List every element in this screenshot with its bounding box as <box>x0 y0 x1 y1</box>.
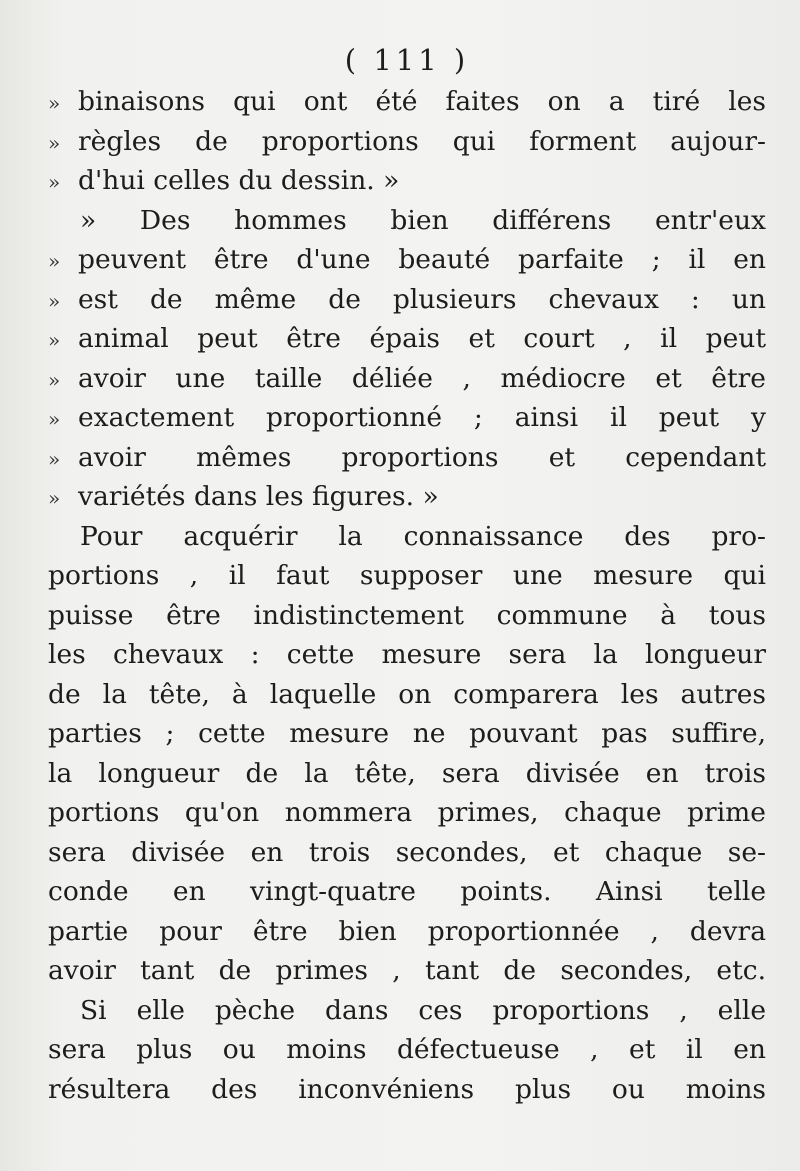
quote-mark: » <box>48 91 61 115</box>
line-text: variétés dans les figures. » <box>78 481 439 512</box>
quote-mark: » <box>48 446 61 471</box>
text-line <box>48 398 766 438</box>
line-text: partie pour être bien proportionnée , devra <box>48 915 766 947</box>
text-line <box>48 951 766 991</box>
line-text: résultera des inconvéniens plus ou moins <box>48 1073 766 1105</box>
text-line <box>48 161 766 201</box>
text-line <box>48 517 766 557</box>
quoted-passage <box>48 82 766 517</box>
quote-mark: » <box>48 130 61 155</box>
line-text: les chevaux : cette mesure sera la longueur <box>48 639 766 670</box>
line-text: conde en vingt-quatre points. Ainsi telle <box>48 876 766 907</box>
line-text: d'hui celles du dessin. » <box>78 165 400 196</box>
line-text: de la tête, à laquelle on comparera les autres <box>48 678 766 710</box>
text-line <box>48 477 766 517</box>
text-line <box>48 556 766 596</box>
body-paragraphs <box>48 517 766 1110</box>
quote-mark: » <box>48 328 61 352</box>
line-text: la longueur de la tête, sera divisée en trois <box>48 757 766 789</box>
text-line <box>48 991 766 1031</box>
line-text: » Des hommes bien différens entr'eux <box>80 204 766 236</box>
line-text: règles de proportions qui forment aujour- <box>78 125 766 157</box>
line-text: exactement proportionné ; ainsi il peut y <box>78 402 766 433</box>
text-line <box>48 82 766 122</box>
text-line <box>48 675 766 715</box>
text-line <box>48 754 766 794</box>
line-text: parties ; cette mesure ne pouvant pas suffire, <box>48 718 766 749</box>
line-text: avoir mêmes proportions et cependant <box>78 441 766 473</box>
text-line <box>48 201 766 241</box>
line-text: sera divisée en trois secondes, et chaque se- <box>48 836 766 868</box>
quote-mark: » <box>48 486 61 510</box>
text-line <box>48 833 766 873</box>
text-line <box>48 1070 766 1110</box>
quote-mark: » <box>48 367 61 392</box>
line-text: peuvent être d'une beauté parfaite ; il en <box>78 244 766 275</box>
quote-mark: » <box>48 170 61 194</box>
text-line <box>48 240 766 280</box>
line-text: avoir tant de primes , tant de secondes, etc. <box>48 955 766 986</box>
text-line <box>48 122 766 162</box>
line-text: binaisons qui ont été faites on a tiré les <box>78 86 766 117</box>
line-text: sera plus ou moins défectueuse , et il en <box>48 1034 766 1065</box>
text-line <box>48 635 766 675</box>
line-text: Pour acquérir la connaissance des pro- <box>80 520 766 552</box>
text-line <box>48 438 766 478</box>
line-text: Si elle pèche dans ces proportions , elle <box>80 994 766 1026</box>
text-line <box>48 280 766 320</box>
line-text: portions qu'on nommera primes, chaque prime <box>48 797 766 828</box>
text-line <box>48 596 766 636</box>
quote-mark: » <box>48 407 61 431</box>
quote-mark: » <box>48 288 61 313</box>
line-text: portions , il faut supposer une mesure qui <box>48 560 766 591</box>
quote-mark: » <box>48 249 61 273</box>
line-text: est de même de plusieurs chevaux : un <box>78 283 766 315</box>
text-line <box>48 912 766 952</box>
text-line <box>48 1030 766 1070</box>
text-line <box>48 793 766 833</box>
text-line <box>48 319 766 359</box>
text-line <box>48 872 766 912</box>
text-line <box>48 714 766 754</box>
page-number: ( 111 ) <box>344 43 470 77</box>
line-text: avoir une taille déliée , médiocre et être <box>78 362 766 394</box>
line-text: animal peut être épais et court , il peut <box>78 323 766 354</box>
text-line <box>48 359 766 399</box>
line-text: puisse être indistinctement commune à tous <box>48 599 766 631</box>
